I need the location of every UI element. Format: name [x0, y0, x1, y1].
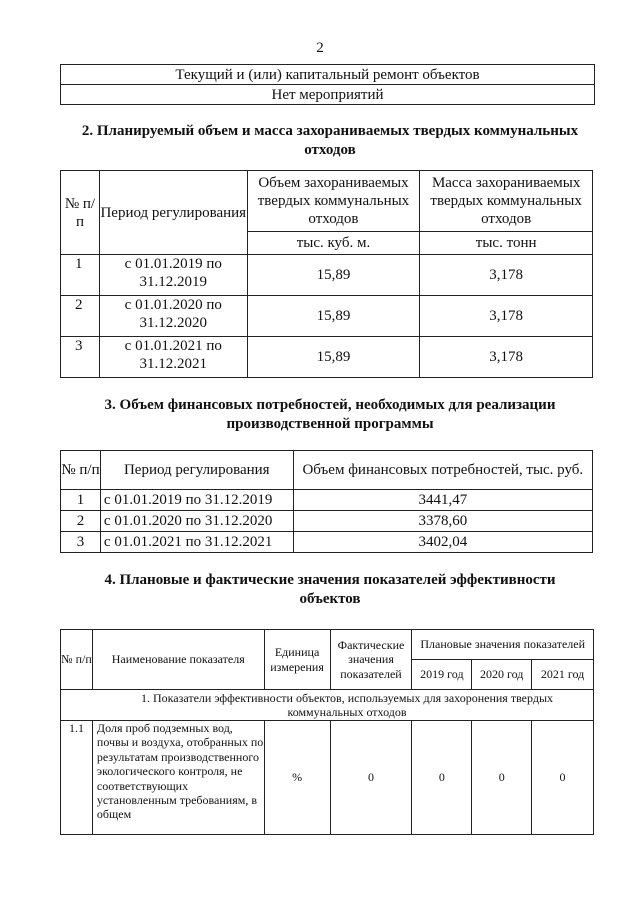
header-year-2021: 2021 год: [532, 660, 594, 690]
row-volume: 15,89: [247, 337, 420, 378]
row-2019: 0: [412, 721, 472, 835]
section-3-heading-line-2: производственной программы: [226, 416, 434, 432]
row-period: с 01.01.2019 по 31.12.2019: [99, 255, 247, 296]
section-2-heading-line-1: 2. Планируемый объем и масса захораниваемых твердых коммунальных: [81, 123, 579, 139]
header-name: Наименование показателя: [92, 630, 264, 690]
row-volume: 15,89: [247, 296, 420, 337]
section-3-heading-line-1: 3. Объем финансовых потребностей, необходимых для реализации: [104, 397, 556, 413]
group-title: 1. Показатели эффективности объектов, используемых для захоронения твердых коммунальных отходов: [61, 690, 594, 721]
header-volume: Объем захораниваемых твердых коммунальных отходов: [247, 171, 420, 232]
row-num: 2: [61, 296, 100, 337]
row-period: с 01.01.2021 по 31.12.2021: [99, 337, 247, 378]
unit-mass: тыс. тонн: [420, 232, 593, 255]
header-amount: Объем финансовых потребностей, тыс. руб.: [293, 451, 592, 490]
row-2021: 0: [532, 721, 594, 835]
header-period: Период регулирования: [100, 451, 293, 490]
page-number: 2: [316, 40, 324, 56]
row-num: 3: [61, 532, 101, 553]
header-num: № п/п: [61, 630, 93, 690]
section-2-heading: [40, 122, 620, 160]
header-num: № п/п: [61, 171, 100, 255]
indicators-table: [60, 629, 594, 835]
row-mass: 3,178: [420, 255, 593, 296]
row-2020: 0: [472, 721, 532, 835]
row-num: 2: [61, 511, 101, 532]
row-amount: 3402,04: [293, 532, 592, 553]
table-row: [61, 337, 593, 378]
volume-mass-table: [60, 170, 593, 378]
row-num: 1.1: [61, 721, 93, 835]
table-row: [61, 511, 593, 532]
top-table-row-2: Нет мероприятий: [61, 85, 595, 105]
row-amount: 3378,60: [293, 511, 592, 532]
table-row: [61, 721, 594, 835]
row-amount: 3441,47: [293, 490, 592, 511]
table-row: [61, 296, 593, 337]
header-year-2019: 2019 год: [412, 660, 472, 690]
unit-volume: тыс. куб. м.: [247, 232, 420, 255]
header-num: № п/п: [61, 451, 101, 490]
row-mass: 3,178: [420, 337, 593, 378]
section-2-heading-line-2: отходов: [304, 142, 356, 158]
header-mass: Масса захораниваемых твердых коммунальных отходов: [420, 171, 593, 232]
section-4-heading-line-2: объектов: [299, 591, 361, 607]
top-table-row-1: Текущий и (или) капитальный ремонт объектов: [61, 65, 595, 85]
top-table: [60, 64, 595, 105]
row-period: с 01.01.2021 по 31.12.2021: [100, 532, 293, 553]
row-num: 1: [61, 255, 100, 296]
section-4-heading: [40, 571, 620, 609]
row-unit: %: [264, 721, 330, 835]
section-3-heading: [40, 396, 620, 434]
header-actual: Фактические значения показателей: [330, 630, 412, 690]
table-row: [61, 490, 593, 511]
row-volume: 15,89: [247, 255, 420, 296]
row-mass: 3,178: [420, 296, 593, 337]
header-planned: Плановые значения показателей: [412, 630, 594, 660]
header-unit: Единица измерения: [264, 630, 330, 690]
row-period: с 01.01.2020 по 31.12.2020: [100, 511, 293, 532]
row-actual: 0: [330, 721, 412, 835]
row-period: с 01.01.2020 по 31.12.2020: [99, 296, 247, 337]
header-period: Период регулирования: [99, 171, 247, 255]
row-name: Доля проб подземных вод, почвы и воздуха, отобранных по результатам производственного экологического контроля, не соответствующих установленным требованиям, в общем: [92, 721, 264, 835]
header-year-2020: 2020 год: [472, 660, 532, 690]
row-num: 1: [61, 490, 101, 511]
financial-table: [60, 450, 593, 553]
table-row: [61, 255, 593, 296]
row-num: 3: [61, 337, 100, 378]
section-4-heading-line-1: 4. Плановые и фактические значения показателей эффективности: [104, 572, 556, 588]
table-row: [61, 532, 593, 553]
row-period: с 01.01.2019 по 31.12.2019: [100, 490, 293, 511]
